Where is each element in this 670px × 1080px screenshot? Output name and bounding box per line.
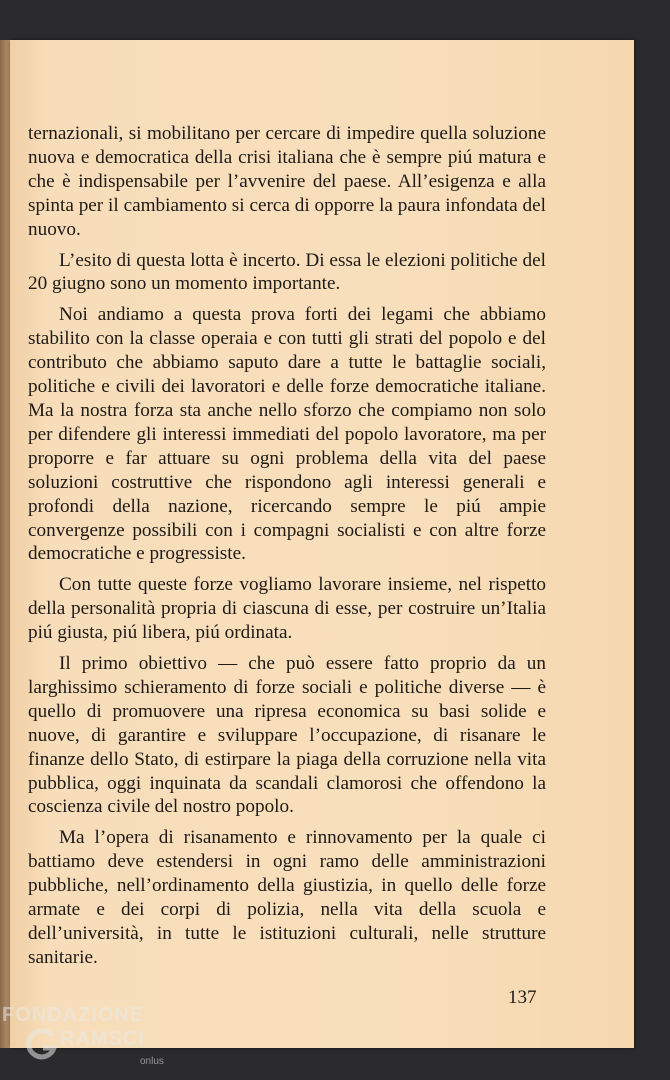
paragraph: Il primo obiettivo — che può essere fatto proprio da un larghissimo schieramento di forze sociali e politiche diverse — è quello di promuovere una ripresa economica su basi solide e nuove, di garantire e sviluppare l’occupazione, di risanare le finanze dello Stato, di estirpare la piaga della corruzione nella vita pubblica, oggi inquinata da scandali clamorosi che offendono la coscienza civile del nostro popolo. (28, 653, 546, 818)
paragraph: Ma l’opera di risanamento e rinnovamento per la quale ci battiamo deve estendersi in ogni ramo delle amministrazioni pubbliche, nell’ordinamento della giustizia, in quello delle forze armate e dei corpi di polizia, nella vita della scuola e dell’università, in tutte le istituzioni culturali, nelle strutture sanitarie. (28, 827, 546, 968)
paragraph: Con tutte queste forze vogliamo lavorare insieme, nel rispetto della personalità propria di ciascuna di esse, per costruire un’Italia piú giusta, piú libera, piú ordinata. (28, 574, 546, 644)
paragraph: Noi andiamo a questa prova forti dei legami che abbiamo stabilito con la classe operaia e con tutti gli strati del popolo e del contributo che abbiamo saputo dare a tutte le battaglie sociali, politiche e civili dei lavoratori e delle forze democratiche italiane. Ma la nostra forza sta anche nello sforzo che compiamo non solo per difendere gli interessi immediati del popolo lavoratore, ma per proporre e far attuare su ogni problema della vita del paese soluzioni costruttive che rispondono agli interessi generali e profondi della nazione, ricercando sempre le piú ampie convergenze possibili con i compagni socialisti e con altre forze democratiche e progressiste. (28, 304, 546, 565)
fondazione-gramsci-watermark (2, 1000, 202, 1080)
watermark-line-2: RAMSCI (60, 1028, 145, 1050)
gramsci-g-logo-icon (24, 1026, 60, 1062)
paragraph: ternazionali, si mobilitano per cercare di impedire quella soluzione nuova e democratica della crisi italiana che è sempre piú matura e che è indispensabile per l’avvenire del paese. All’esigenza e alla spinta per il cambiamento si cerca di opporre la paura infondata del nuovo. (28, 123, 546, 240)
page-body-text (28, 122, 546, 977)
watermark-suffix: onlus (140, 1056, 164, 1067)
paragraph: L’esito di questa lotta è incerto. Di essa le elezioni politiche del 20 giugno sono un momento importante. (28, 249, 546, 295)
page-number: 137 (508, 987, 537, 1008)
watermark-line-1: FONDAZIONE (2, 1004, 145, 1026)
